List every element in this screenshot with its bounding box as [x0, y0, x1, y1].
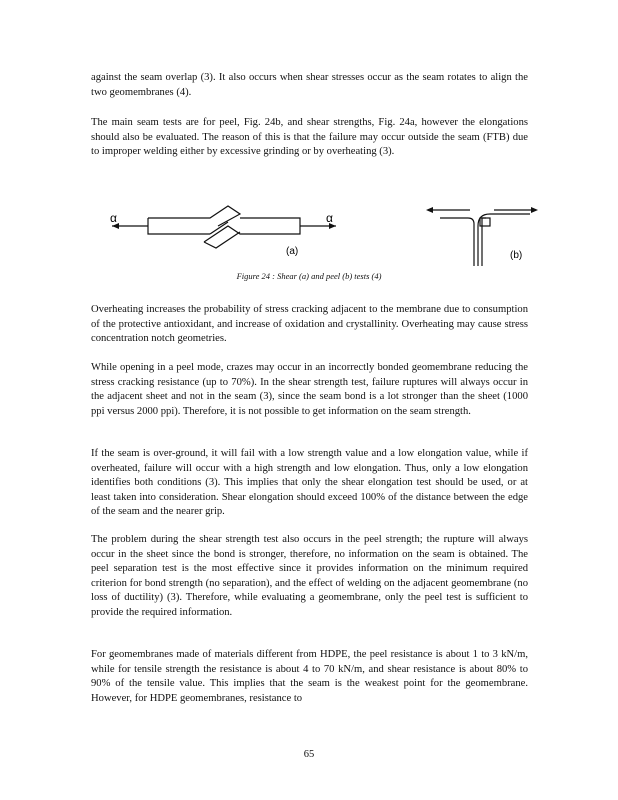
peel-left-sheet	[440, 218, 474, 266]
shear-lower-sheet	[204, 218, 300, 242]
figure-label-b: (b)	[510, 250, 523, 261]
force-symbol-right: α	[326, 211, 333, 225]
figure-caption: Figure 24 : Shear (a) and peel (b) tests (4)	[236, 271, 382, 281]
paragraph-7: For geomembranes made of materials different from HDPE, the peel resistance is about 1 to 3 kN/m, while for tensile strength the resistance is about 4 to 70 kN/m, and shear resistance is about 80% to 90% of the tensile value. This implies that the seam is the weakest point for the geomembrane. However, for HDPE geomembranes, resistance to	[91, 649, 528, 704]
page-number: 65	[303, 749, 315, 760]
figure-label-a: (a)	[286, 246, 299, 257]
peel-right-sheet	[482, 218, 486, 266]
paragraph-5: If the seam is over-ground, it will fail with a low strength value and a low elongation value, while if overheated, failure will occur with a high strength and low elongation. Thus, only a low elongation identifies both conditions (3). This implies that only the shear elongation test should be used, or at least taken into consideration. Shear elongation should exceed 100% of the distance between the edge of the seam and the nearer grip.	[91, 448, 528, 518]
shear-test-diagram	[112, 206, 336, 248]
paragraph-6: The problem during the shear strength test also occurs in the peel strength; the rupture will always occur in the sheet since the bond is stronger, therefore, no information on the seam is obtained. The peel separation test is the most effective since it provides information on the minimum required criterion for bond strength (no separation), and the effect of welding on the adjacent geomembrane (no loss of ductility) (3). Therefore, while evaluating a geomembrane, only the peel test is sufficient to provide the required information.	[91, 534, 528, 618]
paragraph-1: against the seam overlap (3). It also occurs when shear stresses occur as the seam rotates to align the two geomembranes (4).	[91, 72, 528, 98]
paragraph-2: The main seam tests are for peel, Fig. 24b, and shear strengths, Fig. 24a, however the elongations should also be evaluated. The reason of this is that the failure may occur outside the seam (FTB) due to improper welding either by excessive grinding or by overheating (3).	[91, 117, 528, 158]
force-symbol-left: α	[110, 211, 117, 225]
paragraph-3: Overheating increases the probability of stress cracking adjacent to the membrane due to consumption of the protective antioxidant, and increase of oxidation and crystallinity. Overheating may cause stress concentration notch geometries.	[91, 304, 528, 345]
paragraph-4: While opening in a peel mode, crazes may occur in an incorrectly bonded geomembrane reducing the stress cracking resistance (up to 70%). In the shear strength test, failure ruptures will always occur in the adjacent sheet and not in the seam (3), since the seam bond is a lot stronger than the sheet (1000 ppi versus 2000 ppi). Therefore, it is not possible to get information on the seam strength.	[91, 362, 528, 417]
